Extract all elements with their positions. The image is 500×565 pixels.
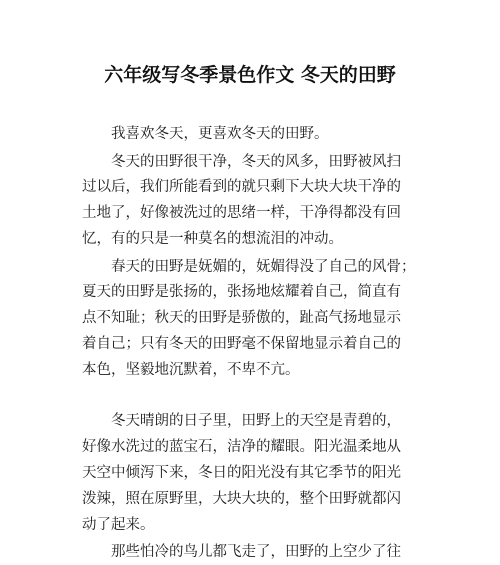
paragraph-line: 动了起来。 <box>82 517 155 533</box>
paragraph-line: 冬天的田野很干净，冬天的风多，田野被风扫 <box>82 154 401 170</box>
paragraph-line: 我喜欢冬天，更喜欢冬天的田野。 <box>82 126 329 142</box>
paragraph-line: 泼辣，照在原野里，大块大块的，整个田野就都闪 <box>82 491 401 507</box>
paragraph-line: 春天的田野是妩媚的，妩媚得没了自己的风骨； <box>82 259 416 275</box>
paragraph-line: 好像水洗过的蓝宝石，洁净的耀眼。阳光温柔地从 <box>82 439 401 455</box>
paragraph-line: 冬天晴朗的日子里，田野上的天空是青碧的， <box>82 413 401 429</box>
paragraph-line: 过以后，我们所能看到的就只剩下大块大块干净的 <box>82 179 401 195</box>
paragraph-line: 天空中倾泻下来，冬日的阳光没有其它季节的阳光 <box>82 465 401 481</box>
paragraph-line: 那些怕冷的鸟儿都飞走了，田野的上空少了往 <box>82 544 401 560</box>
paragraph-line: 土地了，好像被洗过的思绪一样，干净得都没有回 <box>82 205 401 221</box>
paragraph-line: 本色，坚毅地沉默着，不卑不亢。 <box>82 362 300 378</box>
paragraph-line: 点不知耻；秋天的田野是骄傲的，趾高气扬地显示 <box>82 310 401 326</box>
paragraph-line: 着自己；只有冬天的田野毫不保留地显示着自己的 <box>82 336 401 352</box>
paragraph-line: 夏天的田野是张扬的，张扬地炫耀着自己，简直有 <box>82 284 401 300</box>
document-title: 六年级写冬季景色作文 冬天的田野 <box>104 64 396 86</box>
paragraph-line: 忆，有的只是一种莫名的想流泪的冲动。 <box>82 231 343 247</box>
